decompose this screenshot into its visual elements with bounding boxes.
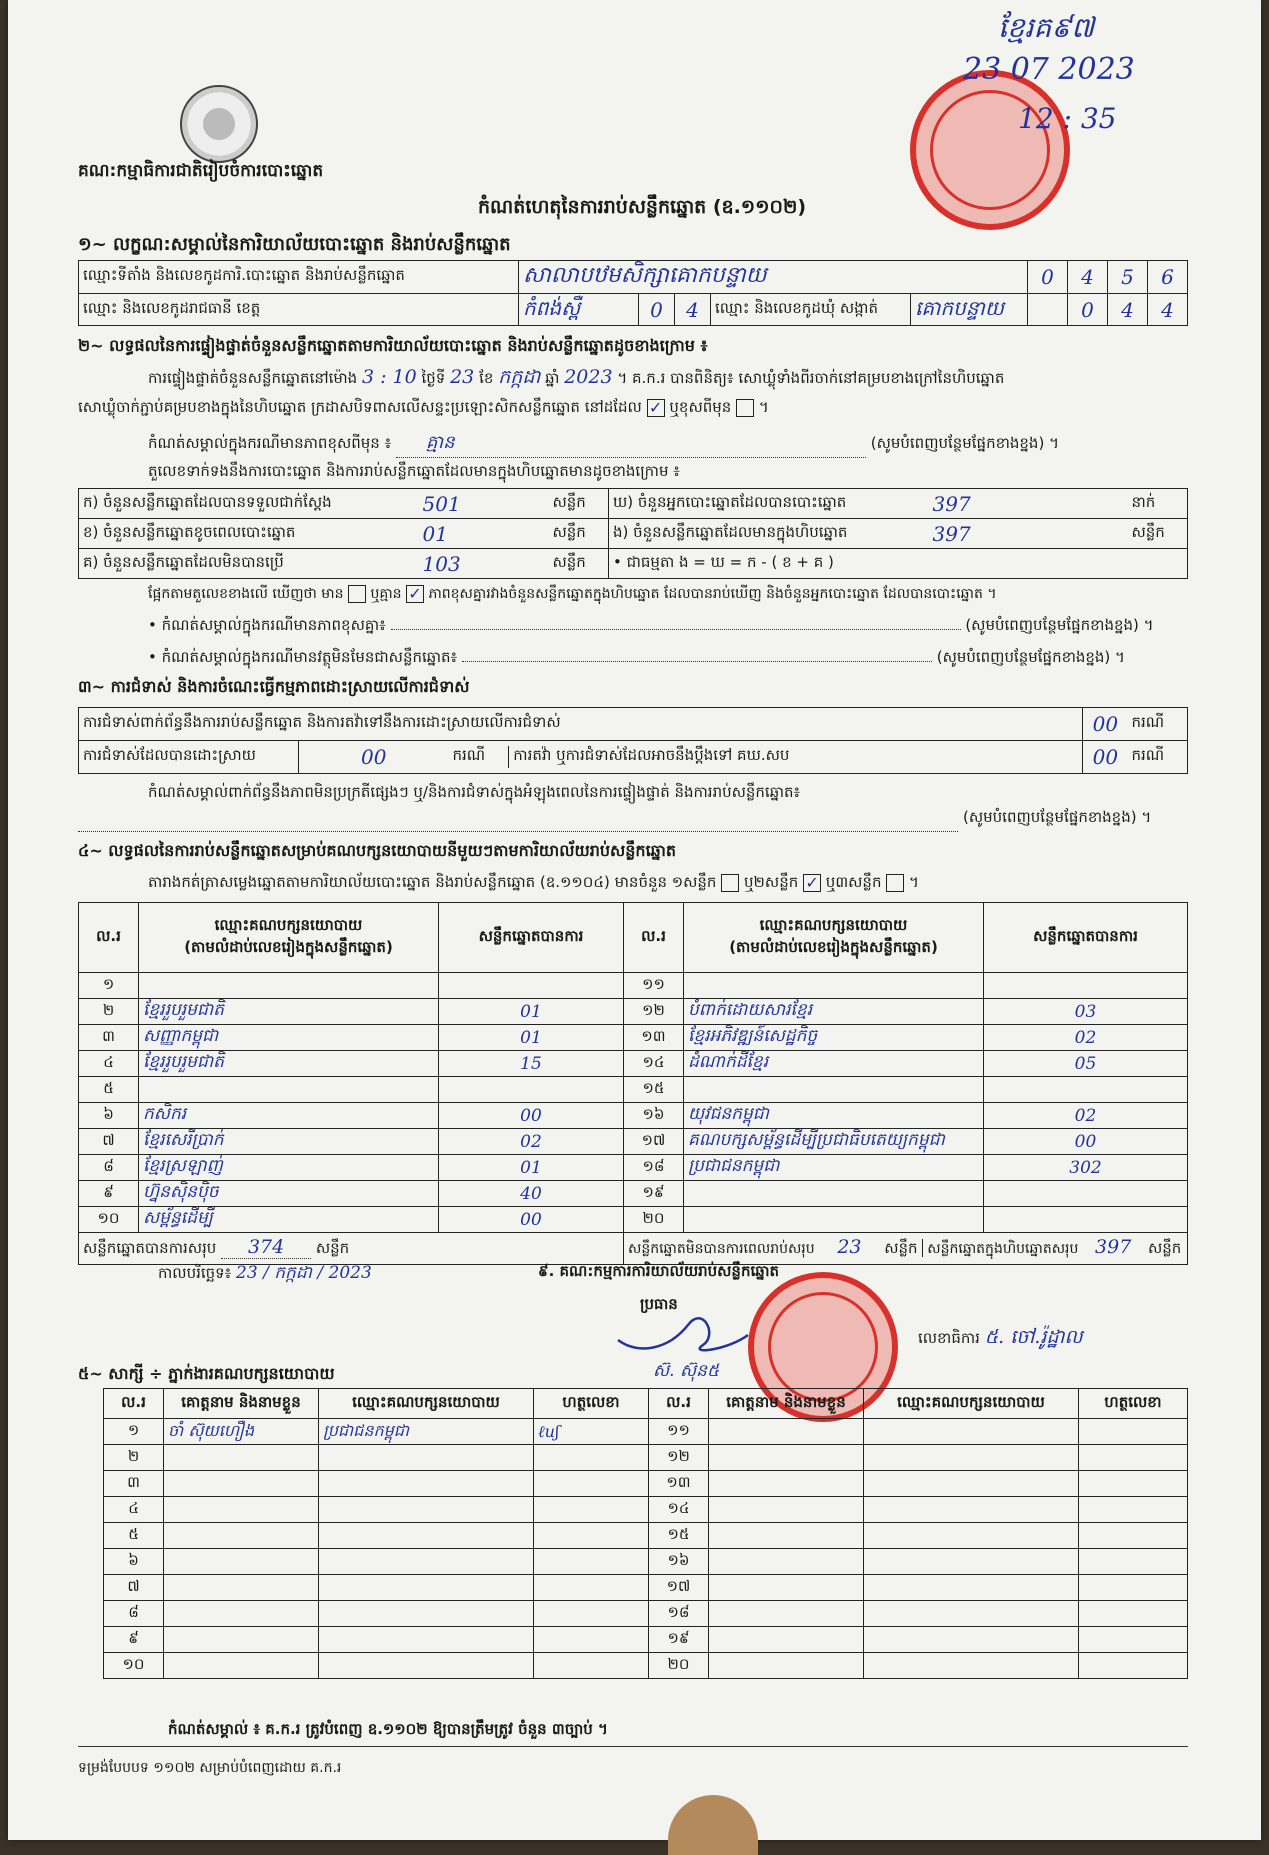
party-number: ៣ (79, 1025, 139, 1051)
witness-signature (1079, 1471, 1188, 1497)
party-number: ៦ (79, 1103, 139, 1129)
witness-number: ១១ (649, 1419, 709, 1445)
witness-row (104, 1601, 1188, 1627)
witness-signature (534, 1471, 649, 1497)
party-votes: 40 (439, 1181, 624, 1207)
party-votes: 02 (439, 1129, 624, 1155)
witness-row (104, 1575, 1188, 1601)
witness-number: ១០ (104, 1653, 164, 1679)
party-number: ១៤ (624, 1051, 684, 1077)
witness-party (864, 1523, 1079, 1549)
witness-name (164, 1627, 319, 1653)
party-votes: 05 (984, 1051, 1188, 1077)
form-note: ទម្រង់បែបបទ ១១០២ សម្រាប់បំពេញដោយ គ.ក.រ (78, 1760, 342, 1776)
party-votes: 00 (439, 1207, 624, 1233)
witness-number: ៤ (104, 1497, 164, 1523)
chair-signature (608, 1295, 758, 1360)
witness-name (709, 1627, 864, 1653)
party-votes: 01 (439, 999, 624, 1025)
party-row (79, 1155, 1188, 1181)
party-row (79, 1103, 1188, 1129)
witness-number: ៣ (104, 1471, 164, 1497)
witness-number: ១៨ (649, 1601, 709, 1627)
witness-signature (534, 1445, 649, 1471)
party-votes (984, 1181, 1188, 1207)
party-votes (984, 1077, 1188, 1103)
no-difference-checkbox[interactable]: ✓ (406, 585, 424, 603)
witness-signature (1079, 1653, 1188, 1679)
national-emblem-icon (180, 85, 258, 163)
witness-name (709, 1419, 864, 1445)
party-name: យុវជនកម្ពុជា (684, 1103, 984, 1129)
total-valid: 374 (221, 1236, 311, 1259)
party-name (684, 973, 984, 999)
figures-intro: តួលេខទាក់ទងនឹងការបោះឆ្នោត និងការរាប់សន្លឹកឆ្នោតដែលមានក្នុងហិបឆ្នោតមានដូចខាងក្រោម ៖ (148, 462, 680, 480)
unchanged-checkbox[interactable]: ✓ (647, 399, 665, 417)
difference-note-line: កំណត់សម្គាល់ក្នុងករណីមានភាពខុសពីមុន ៖ គ្មាន (សូមបំពេញបន្ថែមផ្នែកខាងខ្នង) ។ (148, 430, 1059, 458)
witness-party (864, 1445, 1079, 1471)
location-code-1: 0 (1028, 261, 1068, 294)
section-3-heading: ៣~ ការជំទាស់ និងការចំណេះធ្វើកម្មភាពដោះស្រាយលើការជំទាស់ (78, 677, 470, 696)
party-name: ហ្វ៊ុនស៊ិនប៉ិច (139, 1181, 439, 1207)
witness-row (104, 1549, 1188, 1575)
stamp-date: 23 07 2023 (963, 52, 1135, 87)
witness-signature (1079, 1419, 1188, 1445)
witness-name (164, 1523, 319, 1549)
secretary-line: លេខាធិការ ៥. ចៅ.រ៉ូដ្ឋាល (918, 1326, 1083, 1348)
location-code-3: 5 (1108, 261, 1148, 294)
party-votes: 15 (439, 1051, 624, 1077)
witness-name (709, 1471, 864, 1497)
one-sheet-checkbox[interactable] (721, 874, 739, 892)
witness-signature (534, 1627, 649, 1653)
witness-party (319, 1549, 534, 1575)
party-name: ខ្មែរសេរីប្រាក់ (139, 1129, 439, 1155)
party-name: ខ្មែររួបរួមជាតិ (139, 1051, 439, 1077)
party-name: ខ្មែររួបរួមជាតិ (139, 999, 439, 1025)
verification-hour: 3 : 10 (361, 366, 417, 388)
dated-line: កាលបរិច្ឆេទ៖ 23 / កក្កដា / 2023 (158, 1263, 372, 1283)
party-number: ១៦ (624, 1103, 684, 1129)
witness-party (319, 1627, 534, 1653)
witness-row (104, 1497, 1188, 1523)
location-value: សាលាបឋមសិក្សាគោកបន្ទាយ (519, 261, 1028, 294)
witness-number: ២០ (649, 1653, 709, 1679)
commune-code-1: 0 (1068, 294, 1108, 326)
page-title: កំណត់ហេតុនៃការរាប់សន្លឹកឆ្នោត (ឧ.១១០២) (478, 196, 807, 218)
chair-label: ប្រធាន (640, 1295, 678, 1313)
party-votes: 03 (984, 999, 1188, 1025)
verification-line: ការផ្ទៀងផ្ទាត់ចំនួនសន្លឹកឆ្នោតនៅម៉ោង 3 : 10 ថ្ងៃទី 23 ខែ កក្កដា ឆ្នាំ 2023 ។ គ.ក.រ បានពិនិត្យ៖ សោឃ្លុំទាំងពីរចាក់នៅគម្របខាងក្រៅនៃហិបឆ្នោត (148, 366, 1005, 388)
witness-party (864, 1419, 1079, 1445)
witness-signature (534, 1497, 649, 1523)
witness-name (709, 1653, 864, 1679)
party-votes (984, 1207, 1188, 1233)
tally-sheet-line: តារាងកត់ត្រាសម្លេងឆ្នោតតាមការិយាល័យបោះឆ្នោត និងរាប់សន្លឹកឆ្នោត (ឧ.១១០៤) មានចំនួន ១សន្លឹក ឬ២សន្លឹក ✓ ឬ៣សន្លឹក ។ (148, 872, 919, 892)
party-row (79, 1025, 1188, 1051)
party-row (79, 973, 1188, 999)
party-name (684, 1077, 984, 1103)
witness-name: ចាំ ស៊ុយហឿង (164, 1419, 319, 1445)
witness-number: ៦ (104, 1549, 164, 1575)
commune-code-3: 4 (1148, 294, 1188, 326)
commune-code-2: 4 (1108, 294, 1148, 326)
form-sheet: ខ្មែរគ៩៧ 23 07 2023 12 : 35 គណ:កម្មាធិការជាតិរៀបចំការបោះឆ្នោត កំណត់ហេតុនៃការរាប់សន្លឹកឆ្នោត (ឧ.១១០២) ១~ លក្ខណ:សម្គាល់នៃការិយាល័យបោះឆ្នោត និងរាប់សន្លឹកឆ្នោត ឈ្មោះទីតាំង និងលេខកូដការិ.បោះឆ្នោត និងរាប់សន្លឹកឆ្នោត សាលាបឋមសិក្សាគោកបន្ទាយ 0 4 5 6 ឈ្មោះ និងលេខកូដរាជធានី ខេត្ត កំពង់ស្ពឺ 0 4 ឈ្មោះ និងលេខកូដឃុំ សង្កាត់ គោកបន្ទាយ 0 4 4 ២~ លទ្ធផលនៃការផ្ទៀងផ្ទាត់ចំនួនសន្លឹកឆ្នោតតាមការិយាល័យបោះឆ្នោត និងរាប់សន្លឹកឆ្នោតដូចខាងក្រោម ៖ ការផ្ទៀងផ្ទាត់ចំនួនសន្លឹកឆ្នោតនៅម៉ោង 3 : 10 ថ្ងៃទី 23 ខែ កក្កដា ឆ្នាំ 2023 ។ គ.ក.រ បានពិនិត្យ៖ សោឃ្លុំទាំងពីរចាក់នៅគម្របខាងក្រៅនៃហិបឆ្នោត សោឃ្លុំចាក់ភ្ជាប់គម្របខាងក្នុងនៃហិបឆ្នោត ក្រដាសបិទពាសលើសន្ទះប្រឡោះសិកសន្លឹកឆ្នោត នៅដដែល ✓ ឬខុសពីមុន ។ កំណត់សម្គាល់ក្នុងករណីមានភាពខុសពីមុន ៖ គ្មាន (សូមបំពេញបន្ថែមផ្នែកខាងខ្នង) ។ តួលេខទាក់ទងនឹងការបោះឆ្នោត និងការរាប់សន្លឹកឆ្នោតដែលមានក្នុងហិបឆ្នោតមានដូចខាងក្រោម ៖ ក) ចំនួនសន្លឹកឆ្នោតដែលបានទទួលជាក់ស្តែង 501 សន្លឹក ឃ) ចំនួនអ្នកបោះឆ្នោតដែលបានបោះឆ្នោត 397 នាក់ ខ) ចំនួនសន្លឹកឆ្នោតខូចពេលបោះឆ្នោត 01 សន្លឹក ង) ចំនួនសន្លឹកឆ្នោតដែលមានក្នុងហិបឆ្នោត 397 សន្លឹក គ) ចំនួនសន្លឹកឆ្នោតដែលមិនបានប្រើ 103 សន្លឹក • ជាធម្មតា ង = ឃ = ក - ( ខ + គ ) ផ្អែកតាមតួលេខខាងលើ ឃើញថា មាន ឬគ្មាន ✓ ភាពខុសគ្នារវាងចំនួនសន្លឹកឆ្នោតក្នុងហិបឆ្នោត ដែលបានរាប់ឃើញ និងចំនួនអ្នកបោះឆ្នោត ដែលបានបោះឆ្នោត ។ • កំណត់សម្គាល់ក្នុងករណីមានភាពខុសគ្នា៖ (សូមបំពេញបន្ថែមផ្នែកខាងខ្នង) ។ • កំណត់សម្គាល់ក្នុងករណីមានវត្ថុមិនមែនជាសន្លឹកឆ្នោត៖ (សូមបំពេញបន្ថែមផ្នែកខាងខ្នង) ។ ៣~ ការជំទាស់ និងការចំណេះធ្វើកម្មភាពដោះស្រាយលើការជំទាស់ ការជំទាស់ពាក់ព័ន្ធនឹងការរាប់សន្លឹកឆ្នោត និងការតវ៉ាទៅនឹងការដោះស្រាយលើការជំទាស់ 00 ករណី ការជំទាស់ដែលបានដោះស្រាយ 00 ករណី ការតវ៉ា ឬការជំទាស់ដែលអាចនឹងប្តឹងទៅ គឃ.សប 00 ករណី កំណត់សម្គាល់ពាក់ព័ន្ធនឹងភាពមិនប្រក្រតីផ្សេងៗ ឬ/និងការជំទាស់ក្នុងអំឡុងពេលនៃការផ្ទៀងផ្ទាត់ និងការរាប់សន្លឹកឆ្នោត៖ (សូមបំពេញបន្ថែមផ្នែកខាងខ្នង) ។ ៤~ លទ្ធផលនៃការរាប់សន្លឹកឆ្នោតសម្រាប់គណបក្សនយោបាយនីមួយៗតាមការិយាល័យរាប់សន្លឹកឆ្នោត តារាងកត់ត្រាសម្លេងឆ្នោតតាមការិយាល័យបោះឆ្នោត និងរាប់សន្លឹកឆ្នោត (ឧ.១១០៤) មានចំនួន ១សន្លឹក ឬ២សន្លឹក ✓ ឬ៣សន្លឹក ។ ល.រ ឈ្មោះគណបក្សនយោបាយ (តាមលំដាប់លេខរៀងក្នុងសន្លឹកឆ្នោត) សន្លឹកឆ្នោតបានការ ល.រ ឈ្មោះគណបក្សនយោបាយ (តាមលំដាប់លេខរៀងក្នុងសន្លឹកឆ្នោត) សន្លឹកឆ្នោតបានការ ១ ១១ ២ ខ្មែររួបរួមជាតិ 01 ១២ បំពាក់ដោយសារខ្មែរ 03 ៣ សញ្ញាកម្ពុជា 01 ១៣ ខ្មែរអភិវឌ្ឍន៍សេដ្ឋកិច្ច 02 ៤ ខ្មែររួបរួមជាតិ 15 ១៤ ដំណាក់ដីខ្មែរ 05 ៥ ១៥ ៦ កសិករ 00 ១៦ យុវជនកម្ពុជា 02 ៧ ខ្មែរសេរីប្រាក់ 02 ១៧ គណបក្សសម្ព័ន្ធដើម្បីប្រជាធិបតេយ្យកម្ពុជា 00 ៨ ខ្មែរស្រឡាញ់ 01 ១៨ ប្រជាជនកម្ពុជា 302 ៩ ហ្វ៊ុនស៊ិនប៉ិច 40 ១៩ ១០ សម្ព័ន្ធដើម្បី 00 ២០ សន្លឹកឆ្នោតបានការសរុប 374 សន្លឹក សន្លឹកឆ្នោតមិនបានការពេលរាប់សរុប 23 សន្លឹក សន្លឹកឆ្នោតក្នុងហិបឆ្នោតសរុប 397 សន្លឹក កាលបរិច្ឆេទ៖ 23 / កក្កដា / 2023 ៩. គណ:កម្មការការិយាល័យរាប់សន្លឹកឆ្នោត ប្រធាន ស៊. ស៊ុន៥ លេខាធិការ ៥. ចៅ.រ៉ូដ្ឋាល ៥~ សាក្សី ÷ ភ្នាក់ងារគណបក្សនយោបាយ ល.រ គោត្តនាម និងនាមខ្លួន ឈ្មោះគណបក្សនយោបាយ ហត្ថលេខា ល.រ គោត្តនាម និងនាមខ្លួន ឈ្មោះគណបក្សនយោបាយ ហត្ថលេខា ១ ចាំ ស៊ុយហឿង ប្រជាជនកម្ពុជា ℓuʃ ១១ ២ ១២ ៣ ១៣ ៤ ១៤ ៥ ១៥ ៦ ១៦ ៧ ១៧ ៨ ១៨ ៩ ១៩ ១០ ២០ កំណត់សម្គាល់ ៖ គ.ក.រ ត្រូវបំពេញ ឧ.១១០២ ឱ្យបានត្រឹមត្រូវ ចំនួន ៣ច្បាប់ ។ ទម្រង់បែបបទ ១១០២ សម្រាប់បំពេញដោយ គ.ក.រ (8, 0, 1261, 1840)
witness-party (864, 1627, 1079, 1653)
witness-name (709, 1497, 864, 1523)
total-invalid: 23 (837, 1236, 862, 1258)
party-number: ១២ (624, 999, 684, 1025)
witness-party: ប្រជាជនកម្ពុជា (319, 1419, 534, 1445)
section-1-table (78, 260, 1188, 326)
section-4-heading: ៤~ លទ្ធផលនៃការរាប់សន្លឹកឆ្នោតសម្រាប់គណបក្សនយោបាយនីមួយៗតាមការិយាល័យរាប់សន្លឹកឆ្នោត (78, 841, 677, 860)
witness-number: ១៥ (649, 1523, 709, 1549)
witness-signature: ℓuʃ (534, 1419, 649, 1445)
witness-signature (1079, 1549, 1188, 1575)
chair-name: ស៊. ស៊ុន៥ (653, 1361, 720, 1381)
witness-row (104, 1419, 1188, 1445)
witness-number: ១៩ (649, 1627, 709, 1653)
witness-row (104, 1445, 1188, 1471)
witness-signature (534, 1575, 649, 1601)
witness-name (709, 1575, 864, 1601)
party-name: បំពាក់ដោយសារខ្មែរ (684, 999, 984, 1025)
three-sheets-checkbox[interactable] (886, 874, 904, 892)
compare-line: ផ្អែកតាមតួលេខខាងលើ ឃើញថា មាន ឬគ្មាន ✓ ភាពខុសគ្នារវាងចំនួនសន្លឹកឆ្នោតក្នុងហិបឆ្នោត ដែលបានរាប់ឃើញ និងចំនួនអ្នកបោះឆ្នោត ដែលបានបោះឆ្នោត ។ (148, 584, 997, 603)
irregularity-note: កំណត់សម្គាល់ពាក់ព័ន្ធនឹងភាពមិនប្រក្រតីផ្សេងៗ ឬ/និងការជំទាស់ក្នុងអំឡុងពេលនៃការផ្ទៀងផ្ទាត់ និងការរាប់សន្លឹកឆ្នោត៖ (148, 783, 801, 801)
witness-party (864, 1601, 1079, 1627)
party-votes (984, 973, 1188, 999)
objections-count: 00 (1083, 708, 1128, 741)
witness-name (164, 1497, 319, 1523)
witness-party (319, 1471, 534, 1497)
witness-party (864, 1497, 1079, 1523)
witness-signature (1079, 1445, 1188, 1471)
witness-number: ១២ (649, 1445, 709, 1471)
section-1-heading: ១~ លក្ខណ:សម្គាល់នៃការិយាល័យបោះឆ្នោត និងរាប់សន្លឹកឆ្នោត (78, 234, 511, 255)
witness-party (864, 1653, 1079, 1679)
party-number: ២ (79, 999, 139, 1025)
location-code-2: 4 (1068, 261, 1108, 294)
witness-party (319, 1575, 534, 1601)
party-number: ១៨ (624, 1155, 684, 1181)
party-row (79, 999, 1188, 1025)
party-votes: 00 (439, 1103, 624, 1129)
witness-party (319, 1653, 534, 1679)
figures-table: ក) ចំនួនសន្លឹកឆ្នោតដែលបានទទួលជាក់ស្តែង 501 សន្លឹក ឃ) ចំនួនអ្នកបោះឆ្នោតដែលបានបោះឆ្នោត 397 នាក់ ខ) ចំនួនសន្លឹកឆ្នោតខូចពេលបោះឆ្នោត 01 សន្លឹក ង) ចំនួនសន្លឹកឆ្នោតដែលមានក្នុងហិបឆ្នោត 397 សន្លឹក គ) ចំនួនសន្លឹកឆ្នោតដែលមិនបានប្រើ 103 សន្លឹក • ជាធម្មតា ង = ឃ = ក - ( ខ + គ ) (78, 488, 1188, 579)
secretary-name: ៥. ចៅ.រ៉ូដ្ឋាល (984, 1326, 1083, 1348)
province-code-1: 0 (639, 294, 675, 326)
witness-signature (1079, 1575, 1188, 1601)
party-name: កសិករ (139, 1103, 439, 1129)
witness-party (319, 1523, 534, 1549)
witness-signature (1079, 1601, 1188, 1627)
party-votes: 01 (439, 1155, 624, 1181)
witness-signature (1079, 1523, 1188, 1549)
party-number: ២០ (624, 1207, 684, 1233)
witness-signature (534, 1523, 649, 1549)
party-number: ១០ (79, 1207, 139, 1233)
witness-name (164, 1549, 319, 1575)
witness-party (319, 1497, 534, 1523)
party-votes: 00 (984, 1129, 1188, 1155)
voters-count: 397 (929, 489, 1128, 519)
commune-label: ឈ្មោះ និងលេខកូដឃុំ សង្កាត់ (711, 294, 911, 326)
party-number: ៧ (79, 1129, 139, 1155)
seal-status-line: សោឃ្លុំចាក់ភ្ជាប់គម្របខាងក្នុងនៃហិបឆ្នោត ក្រដាសបិទពាសលើសន្ទះប្រឡោះសិកសន្លឹកឆ្នោត នៅដដែល ✓ ឬខុសពីមុន ។ (78, 397, 769, 417)
party-votes: 02 (984, 1025, 1188, 1051)
witness-number: ១៣ (649, 1471, 709, 1497)
witness-party (864, 1575, 1079, 1601)
province-code-2: 4 (675, 294, 711, 326)
witness-name (709, 1549, 864, 1575)
witness-party (319, 1601, 534, 1627)
bullet-difference: • កំណត់សម្គាល់ក្នុងករណីមានភាពខុសគ្នា៖ (សូមបំពេញបន្ថែមផ្នែកខាងខ្នង) ។ (148, 616, 1154, 634)
verification-year: 2023 (564, 366, 613, 388)
witness-row (104, 1471, 1188, 1497)
party-number: ៩ (79, 1181, 139, 1207)
party-name: ខ្មែរស្រឡាញ់ (139, 1155, 439, 1181)
witness-number: ៧ (104, 1575, 164, 1601)
witness-signature (534, 1653, 649, 1679)
witness-number: ១៦ (649, 1549, 709, 1575)
party-row (79, 1051, 1188, 1077)
witness-number: ៨ (104, 1601, 164, 1627)
witness-number: ១៤ (649, 1497, 709, 1523)
party-name (139, 1077, 439, 1103)
witness-signature (534, 1549, 649, 1575)
witness-name (164, 1471, 319, 1497)
section-2-heading: ២~ លទ្ធផលនៃការផ្ទៀងផ្ទាត់ចំនួនសន្លឹកឆ្នោតតាមការិយាល័យបោះឆ្នោត និងរាប់សន្លឹកឆ្នោតដូចខាងក្រោម ៖ (78, 336, 708, 355)
party-number: ៨ (79, 1155, 139, 1181)
party-name: គណបក្សសម្ព័ន្ធដើម្បីប្រជាធិបតេយ្យកម្ពុជា (684, 1129, 984, 1155)
witness-party (319, 1445, 534, 1471)
party-number: ៤ (79, 1051, 139, 1077)
party-name (684, 1207, 984, 1233)
witness-row (104, 1627, 1188, 1653)
party-name: ដំណាក់ដីខ្មែរ (684, 1051, 984, 1077)
two-sheets-checkbox[interactable]: ✓ (803, 874, 821, 892)
witness-signature (1079, 1497, 1188, 1523)
has-difference-checkbox[interactable] (348, 585, 366, 603)
party-votes (439, 1077, 624, 1103)
witness-table: ល.រ គោត្តនាម និងនាមខ្លួន ឈ្មោះគណបក្សនយោបាយ ហត្ថលេខា ល.រ គោត្តនាម និងនាមខ្លួន ឈ្មោះគណបក្សនយោបាយ ហត្ថលេខា ១ ចាំ ស៊ុយហឿង ប្រជាជនកម្ពុជា ℓuʃ ១១ ២ ១២ ៣ ១៣ ៤ ១៤ ៥ ១៥ ៦ ១៦ ៧ ១៧ ៨ ១៨ ៩ ១៩ ១០ ២០ (103, 1388, 1188, 1679)
committee-name: គណ:កម្មាធិការជាតិរៀបចំការបោះឆ្នោត (78, 161, 324, 181)
witness-name (164, 1445, 319, 1471)
footer-note: កំណត់សម្គាល់ ៖ គ.ក.រ ត្រូវបំពេញ ឧ.១១០២ ឱ្យបានត្រឹមត្រូវ ចំនួន ៣ច្បាប់ ។ (168, 1720, 608, 1738)
party-row (79, 1129, 1188, 1155)
party-number: ១ (79, 973, 139, 999)
witness-row (104, 1653, 1188, 1679)
stamp-time: 12 : 35 (1018, 102, 1117, 135)
dated-value: 23 / កក្កដា / 2023 (236, 1263, 372, 1283)
commune-value: គោកបន្ទាយ (911, 294, 1028, 326)
ballots-in-box: 397 (929, 519, 1128, 549)
witness-name (164, 1601, 319, 1627)
spoiled-ballots: 01 (419, 519, 549, 549)
unused-ballots: 103 (419, 549, 549, 579)
party-votes: 02 (984, 1103, 1188, 1129)
party-name: ប្រជាជនកម្ពុជា (684, 1155, 984, 1181)
witness-name (709, 1601, 864, 1627)
party-number: ១៥ (624, 1077, 684, 1103)
province-value: កំពង់ស្ពឺ (519, 294, 639, 326)
thumb-shadow (668, 1795, 758, 1855)
party-name: ខ្មែរអភិវឌ្ឍន៍សេដ្ឋកិច្ច (684, 1025, 984, 1051)
witness-party (864, 1549, 1079, 1575)
witness-name (164, 1653, 319, 1679)
objections-table: ការជំទាស់ពាក់ព័ន្ធនឹងការរាប់សន្លឹកឆ្នោត និងការតវ៉ាទៅនឹងការដោះស្រាយលើការជំទាស់ 00 ករណី ការជំទាស់ដែលបានដោះស្រាយ 00 ករណី ការតវ៉ា ឬការជំទាស់ដែលអាចនឹងប្តឹងទៅ គឃ.សប 00 ករណី (78, 707, 1188, 774)
party-number: ១៩ (624, 1181, 684, 1207)
appeal-count: 00 (1083, 741, 1128, 774)
received-ballots: 501 (419, 489, 549, 519)
witness-name (709, 1523, 864, 1549)
party-votes: 302 (984, 1155, 1188, 1181)
party-results-table: ល.រ ឈ្មោះគណបក្សនយោបាយ (តាមលំដាប់លេខរៀងក្នុងសន្លឹកឆ្នោត) សន្លឹកឆ្នោតបានការ ល.រ ឈ្មោះគណបក្សនយោបាយ (តាមលំដាប់លេខរៀងក្នុងសន្លឹកឆ្នោត) សន្លឹកឆ្នោតបានការ ១ ១១ ២ ខ្មែររួបរួមជាតិ 01 ១២ បំពាក់ដោយសារខ្មែរ 03 ៣ សញ្ញាកម្ពុជា 01 ១៣ ខ្មែរអភិវឌ្ឍន៍សេដ្ឋកិច្ច 02 ៤ ខ្មែររួបរួមជាតិ 15 ១៤ ដំណាក់ដីខ្មែរ 05 ៥ ១៥ ៦ កសិករ 00 ១៦ យុវជនកម្ពុជា 02 ៧ ខ្មែរសេរីប្រាក់ 02 ១៧ គណបក្សសម្ព័ន្ធដើម្បីប្រជាធិបតេយ្យកម្ពុជា 00 ៨ ខ្មែរស្រឡាញ់ 01 ១៨ ប្រជាជនកម្ពុជា 302 ៩ ហ្វ៊ុនស៊ិនប៉ិច 40 ១៩ ១០ សម្ព័ន្ធដើម្បី 00 ២០ សន្លឹកឆ្នោតបានការសរុប 374 សន្លឹក សន្លឹកឆ្នោតមិនបានការពេលរាប់សរុប 23 សន្លឹក សន្លឹកឆ្នោតក្នុងហិបឆ្នោតសរុប 397 សន្លឹក (78, 902, 1188, 1265)
difference-note-value: គ្មាន (425, 432, 455, 453)
changed-checkbox[interactable] (736, 399, 754, 417)
bullet-foreign-objects: • កំណត់សម្គាល់ក្នុងករណីមានវត្ថុមិនមែនជាសន្លឹកឆ្នោត៖ (សូមបំពេញបន្ថែមផ្នែកខាងខ្នង) ។ (148, 648, 1125, 666)
province-label: ឈ្មោះ និងលេខកូដរាជធានី ខេត្ត (79, 294, 519, 326)
party-row (79, 1077, 1188, 1103)
witness-name (709, 1445, 864, 1471)
witness-number: ៥ (104, 1523, 164, 1549)
party-votes: 01 (439, 1025, 624, 1051)
witness-row (104, 1523, 1188, 1549)
party-votes (439, 973, 624, 999)
party-number: ៥ (79, 1077, 139, 1103)
witness-name (164, 1575, 319, 1601)
party-number: ១១ (624, 973, 684, 999)
witness-party (864, 1471, 1079, 1497)
party-row (79, 1207, 1188, 1233)
commission-label: ៩. គណ:កម្មការការិយាល័យរាប់សន្លឹកឆ្នោត (538, 1262, 780, 1280)
witness-signature (534, 1601, 649, 1627)
witness-signature (1079, 1627, 1188, 1653)
party-name (684, 1181, 984, 1207)
location-label: ឈ្មោះទីតាំង និងលេខកូដការិ.បោះឆ្នោត និងរាប់សន្លឹកឆ្នោត (79, 261, 519, 294)
party-number: ១៣ (624, 1025, 684, 1051)
witness-number: ១៧ (649, 1575, 709, 1601)
witness-number: ២ (104, 1445, 164, 1471)
handwritten-number: ខ្មែរគ៩៧ (998, 11, 1095, 44)
resolved-count: 00 (299, 741, 449, 774)
witness-number: ១ (104, 1419, 164, 1445)
formula: • ជាធម្មតា ង = ឃ = ក - ( ខ + គ ) (609, 549, 1188, 579)
party-name: សញ្ញាកម្ពុជា (139, 1025, 439, 1051)
witness-number: ៩ (104, 1627, 164, 1653)
official-stamp-top (910, 70, 1070, 230)
party-number: ១៧ (624, 1129, 684, 1155)
total-in-box: 397 (1095, 1236, 1132, 1258)
section-5-heading: ៥~ សាក្សី ÷ ភ្នាក់ងារគណបក្សនយោបាយ (78, 1364, 335, 1383)
location-code-4: 6 (1148, 261, 1188, 294)
party-name (139, 973, 439, 999)
verification-day: 23 (450, 366, 475, 388)
party-row (79, 1181, 1188, 1207)
party-name: សម្ព័ន្ធដើម្បី (139, 1207, 439, 1233)
verification-month: កក្កដា (498, 366, 541, 388)
